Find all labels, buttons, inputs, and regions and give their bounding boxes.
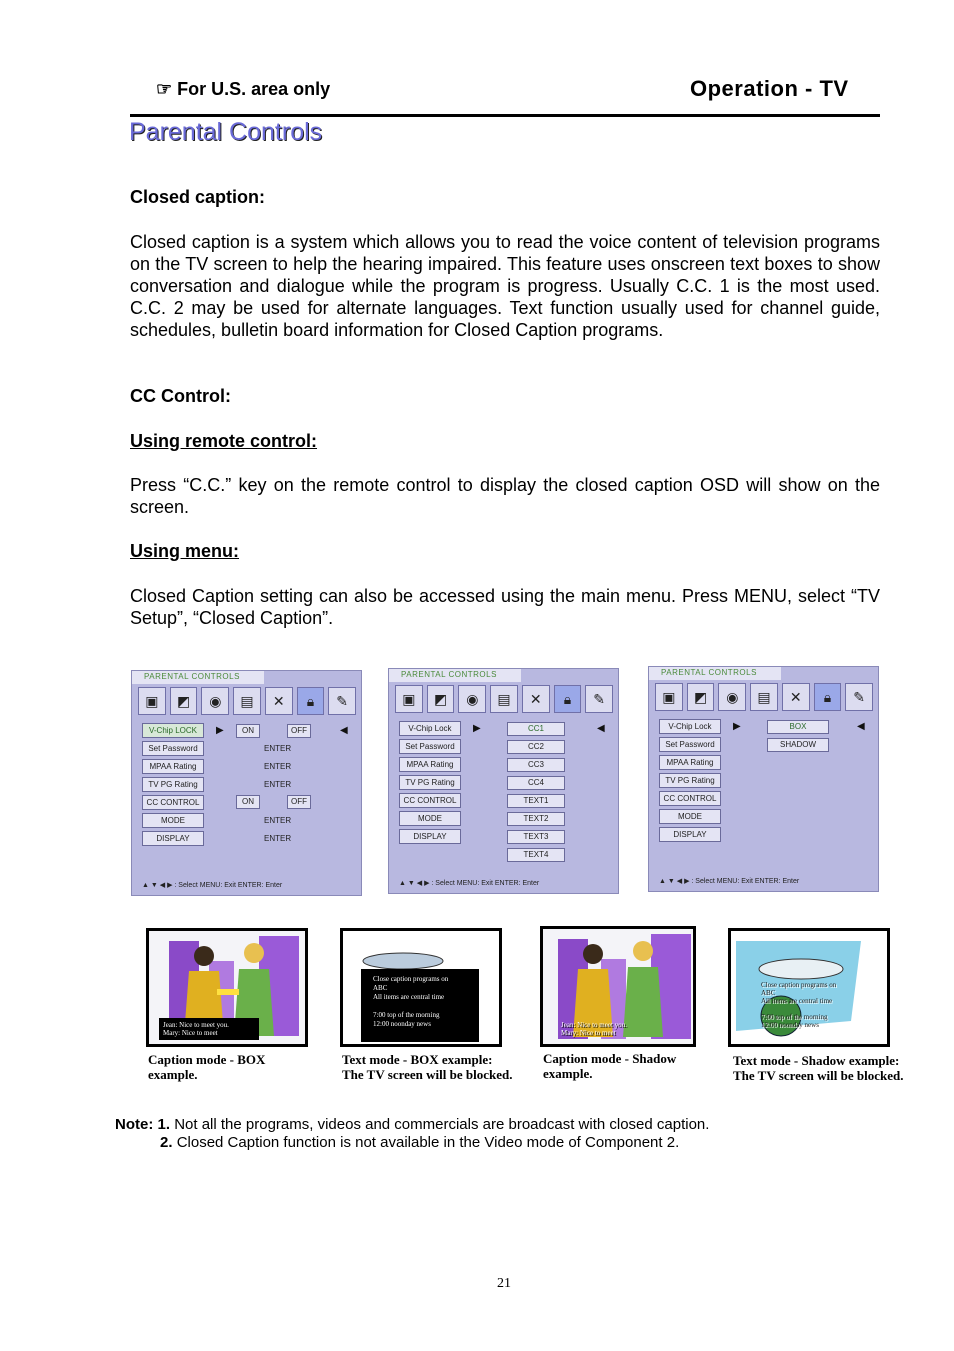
closed-caption-heading: Closed caption: [130, 187, 266, 207]
picture-icon: ◩ [687, 683, 715, 711]
tv-icon: ▣ [138, 687, 166, 715]
option-text2[interactable]: TEXT2 [507, 812, 565, 826]
option-cc2[interactable]: CC2 [507, 740, 565, 754]
tvpg-enter: ENTER [264, 780, 292, 789]
lock-icon: 🔒︎ [554, 685, 582, 713]
osd-panel-cc-options [388, 668, 619, 894]
nav-arrows-icon: ▲ ▼ ◀ ▶ [659, 878, 690, 885]
note-block: Note: 1. Not all the programs, videos and commercials are broadcast with closed caption. 2. Closed Caption function is not available in the Video mode of Component 2. [115, 1116, 710, 1151]
menu-set-password[interactable]: Set Password [399, 739, 461, 754]
right-arrow-icon: ▶ [733, 721, 741, 732]
menu-display[interactable]: DISPLAY [399, 829, 461, 844]
menu-mode[interactable]: MODE [142, 813, 204, 828]
right-arrow-icon: ▶ [473, 723, 481, 734]
tv-icon: ▣ [655, 683, 683, 711]
option-text1[interactable]: TEXT1 [507, 794, 565, 808]
header-rule [130, 114, 880, 117]
picture-icon: ◩ [170, 687, 198, 715]
caption-label-4: Text mode - Shadow example: The TV screen will be blocked. [733, 1053, 904, 1083]
section-header: Operation - TV [690, 76, 849, 101]
option-shadow[interactable]: SHADOW [767, 738, 829, 752]
page-number: 21 [497, 1276, 511, 1291]
screen-text-box [340, 928, 502, 1047]
mode-enter: ENTER [264, 816, 292, 825]
menu-vchip-lock[interactable]: V-Chip LOCK [142, 723, 204, 738]
text-shadow-text: Close caption programs on ABC All items are central time 7:00 top of the morning 12:00 noonday news [761, 981, 837, 1029]
lock-icon: 🔒︎ [814, 683, 842, 711]
menu-tv-pg-rating[interactable]: TV PG Rating [399, 775, 461, 790]
menu-cc-control[interactable]: CC CONTROL [142, 795, 204, 810]
text-box: Close caption programs on ABC All items are central time 7:00 top of the morning 12:00 noonday news [361, 969, 479, 1042]
menu-mpaa-rating[interactable]: MPAA Rating [399, 757, 461, 772]
cc-off[interactable]: OFF [287, 795, 311, 809]
menu-tv-pg-rating[interactable]: TV PG Rating [659, 773, 721, 788]
remote-control-heading: Using remote control: [130, 431, 318, 451]
tools-icon: ✕ [522, 685, 550, 713]
set-password-enter: ENTER [264, 744, 292, 753]
screen-caption-shadow [540, 926, 696, 1047]
display-enter: ENTER [264, 834, 292, 843]
tv-icon: ▣ [395, 685, 423, 713]
cc-on[interactable]: ON [236, 795, 260, 809]
menu-cc-control[interactable]: CC CONTROL [659, 791, 721, 806]
left-arrow-icon: ◀ [857, 721, 865, 732]
menu-display[interactable]: DISPLAY [659, 827, 721, 842]
caption-label-1: Caption mode - BOX example. [148, 1052, 266, 1082]
caption-box: Jean: Nice to meet you. Mary: Nice to meet [159, 1018, 259, 1040]
vchip-off[interactable]: OFF [287, 724, 311, 738]
menu-set-password[interactable]: Set Password [659, 737, 721, 752]
left-arrow-icon: ◀ [340, 725, 348, 736]
pen-icon: ✎ [845, 683, 873, 711]
menu-vchip-lock[interactable]: V-Chip Lock [399, 721, 461, 736]
menu-cc-control[interactable]: CC CONTROL [399, 793, 461, 808]
menu-mode[interactable]: MODE [399, 811, 461, 826]
remote-control-paragraph: Press “C.C.” key on the remote control to display the closed caption OSD will show on the screen. [130, 475, 880, 517]
page-title: Parental Controls [129, 118, 323, 146]
osd-footer: ▲ ▼ ◀ ▶ : Select MENU: Exit ENTER: Enter [399, 880, 540, 887]
menu-tv-pg-rating[interactable]: TV PG Rating [142, 777, 204, 792]
option-text4[interactable]: TEXT4 [507, 848, 565, 862]
menu-paragraph: Closed Caption setting can also be accessed using the main menu. Press MENU, select “TV Setup”, “Closed Caption”. [130, 586, 880, 628]
region-note: ☞ For U.S. area only [156, 79, 331, 99]
menu-set-password[interactable]: Set Password [142, 741, 204, 756]
mpaa-enter: ENTER [264, 762, 292, 771]
picture-icon: ◩ [427, 685, 455, 713]
menu-mpaa-rating[interactable]: MPAA Rating [659, 755, 721, 770]
osd-tab: PARENTAL CONTROLS [649, 667, 781, 680]
right-arrow-icon: ▶ [216, 725, 224, 736]
screen-caption-box [146, 928, 308, 1047]
tools-icon: ✕ [782, 683, 810, 711]
caption-label-3: Caption mode - Shadow example. [543, 1051, 677, 1081]
nav-arrows-icon: ▲ ▼ ◀ ▶ [399, 880, 430, 887]
vchip-on[interactable]: ON [236, 724, 260, 738]
option-cc1[interactable]: CC1 [507, 722, 565, 736]
speaker-icon: ◉ [718, 683, 746, 711]
nav-arrows-icon: ▲ ▼ ◀ ▶ [142, 882, 173, 889]
closed-caption-paragraph: Closed caption is a system which allows you to read the voice content of television programs on the TV screen to help the hearing impaired. This feature uses onscreen text boxes to show conversation and dialogue while the program is progress. Usually C.C. 1 is the most used. C.C. 2 may be used for alternate languages. Text function usually used for channel guide, schedules, bulletin board information for Closed Caption programs. [130, 232, 880, 340]
window-icon: ▤ [750, 683, 778, 711]
speaker-icon: ◉ [201, 687, 229, 715]
cc-control-heading: CC Control: [130, 386, 231, 406]
osd-panel-display-options [648, 666, 879, 892]
osd-footer: ▲ ▼ ◀ ▶ : Select MENU: Exit ENTER: Enter [659, 878, 800, 885]
window-icon: ▤ [233, 687, 261, 715]
window-icon: ▤ [490, 685, 518, 713]
screen-text-shadow [728, 928, 890, 1047]
lock-icon: 🔒︎ [297, 687, 325, 715]
menu-vchip-lock[interactable]: V-Chip Lock [659, 719, 721, 734]
menu-display[interactable]: DISPLAY [142, 831, 204, 846]
osd-footer: ▲ ▼ ◀ ▶ : Select MENU: Exit ENTER: Enter [142, 882, 283, 889]
left-arrow-icon: ◀ [597, 723, 605, 734]
osd-panel-vchip [131, 670, 362, 896]
menu-mode[interactable]: MODE [659, 809, 721, 824]
pen-icon: ✎ [585, 685, 613, 713]
option-cc4[interactable]: CC4 [507, 776, 565, 790]
pen-icon: ✎ [328, 687, 356, 715]
caption-label-2: Text mode - BOX example: The TV screen will be blocked. [342, 1052, 513, 1082]
osd-tab: PARENTAL CONTROLS [132, 671, 264, 684]
option-text3[interactable]: TEXT3 [507, 830, 565, 844]
menu-heading: Using menu: [130, 541, 240, 561]
option-cc3[interactable]: CC3 [507, 758, 565, 772]
menu-mpaa-rating[interactable]: MPAA Rating [142, 759, 204, 774]
option-box[interactable]: BOX [767, 720, 829, 734]
caption-shadow-text: Jean: Nice to meet you. Mary: Nice to meet [561, 1021, 627, 1037]
osd-tab: PARENTAL CONTROLS [389, 669, 521, 682]
speaker-icon: ◉ [458, 685, 486, 713]
tools-icon: ✕ [265, 687, 293, 715]
